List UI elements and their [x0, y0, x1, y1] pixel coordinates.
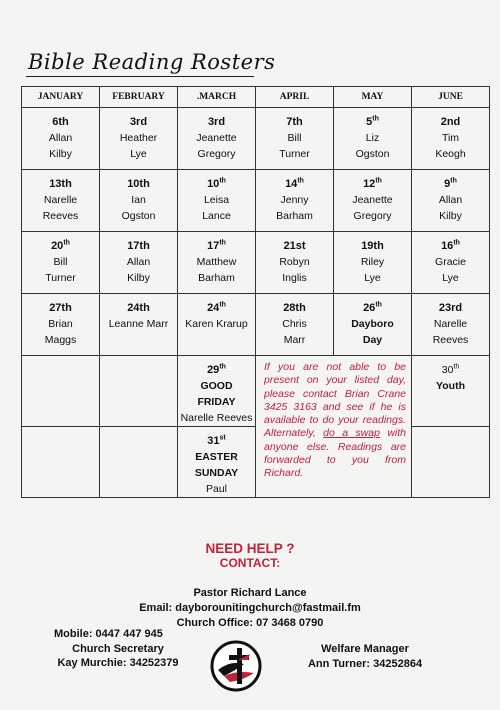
secretary-name: Kay Murchie: 34252379 — [57, 657, 179, 669]
roster-cell — [100, 170, 178, 232]
cell-name-first: Tim — [441, 132, 460, 144]
cell-name-first: Brian — [48, 318, 73, 330]
cell-name-last: Gregory — [197, 148, 236, 160]
cell-name-last: Day — [362, 334, 383, 346]
month-header: JANUARY — [22, 87, 100, 108]
cell-event: Youth — [436, 380, 465, 392]
roster-row — [22, 232, 490, 294]
roster-cell-empty — [100, 427, 178, 498]
need-help-heading: NEED HELP ? — [205, 541, 295, 556]
roster-cell — [100, 294, 178, 356]
swap-text: do a swap — [323, 427, 380, 440]
cell-name-first: Matthew — [196, 256, 237, 268]
roster-cell — [178, 108, 256, 170]
cell-date: 10th — [207, 177, 226, 190]
cell-name-first: Allan — [438, 194, 463, 206]
pastor-contact — [0, 586, 500, 631]
cell-date: 10th — [127, 178, 150, 190]
cell-event: GOOD — [200, 380, 233, 392]
uniting-church-logo-icon — [210, 640, 262, 692]
cell-name-first: Allan — [48, 132, 73, 144]
cell-name-last: Reeves — [42, 210, 79, 222]
cell-name-last: Ogston — [121, 210, 156, 222]
cell-event: FRIDAY — [197, 396, 236, 408]
cell-date: 7th — [286, 116, 303, 128]
cell-name-last: Lance — [202, 210, 231, 222]
roster-cell — [22, 170, 100, 232]
cell-name-first: Leisa — [203, 194, 230, 206]
cell-name-last: Barham — [198, 272, 235, 284]
welfare-role: Welfare Manager — [321, 643, 409, 655]
cell-name-first: Robyn — [279, 256, 310, 268]
title-underline — [26, 76, 254, 77]
cell-name-last: Keogh — [435, 148, 466, 160]
cell-date: 28th — [283, 302, 306, 314]
roster-cell — [22, 232, 100, 294]
cell-date: 13th — [49, 178, 72, 190]
cell-name-last: Marr — [283, 334, 306, 346]
cell-name-first: Chris — [282, 318, 307, 330]
roster-row — [22, 108, 490, 170]
roster-cell-empty — [22, 356, 100, 427]
mobile-number: Mobile: 0447 447 945 — [54, 628, 163, 640]
roster-cell — [100, 108, 178, 170]
secretary-contact — [52, 627, 184, 671]
cell-name-first: Narelle — [43, 194, 78, 206]
cell-date: 3rd — [129, 116, 148, 128]
roster-cell-empty — [100, 356, 178, 427]
cell-name: Narelle Reeves — [180, 412, 253, 424]
cell-date: 23rd — [438, 302, 463, 314]
roster-cell — [334, 232, 412, 294]
roster-cell — [178, 232, 256, 294]
cell-date: 12th — [363, 177, 382, 190]
cell-name-last: Kilby — [49, 148, 72, 160]
roster-cell — [178, 294, 256, 356]
month-header: APRIL — [256, 87, 334, 108]
cell-name-last: Kilby — [439, 210, 462, 222]
cell-date: 17th — [127, 240, 150, 252]
roster-cell — [178, 356, 256, 427]
cell-event: EASTER — [195, 451, 238, 463]
roster-cell — [22, 108, 100, 170]
cell-name-first: Narelle — [433, 318, 468, 330]
cell-date: 31st — [207, 434, 226, 447]
roster-cell — [22, 294, 100, 356]
cell-date: 16th — [441, 239, 460, 252]
cell-name-first: Bill — [287, 132, 302, 144]
notice-cell — [256, 356, 412, 498]
month-header: .MARCH — [178, 87, 256, 108]
contact-heading: CONTACT: — [219, 556, 281, 570]
cell-name-first: Bill — [53, 256, 68, 268]
roster-cell — [412, 356, 490, 427]
roster-row — [22, 356, 490, 427]
cell-date: 17th — [207, 239, 226, 252]
roster-cell — [334, 170, 412, 232]
roster-cell — [178, 170, 256, 232]
roster-cell — [256, 108, 334, 170]
pastor-name: Pastor Richard Lance — [193, 587, 307, 599]
cell-name-last: Inglis — [282, 272, 307, 284]
cell-name-last: Barham — [276, 210, 313, 222]
roster-cell — [412, 108, 490, 170]
cell-date: 14th — [285, 177, 304, 190]
cell-date: 6th — [52, 116, 69, 128]
cell-date: 21st — [283, 240, 306, 252]
notice-text: If you are not able to be present on your listed day, please contact Brian Crane 3425 3163 and see if he is available to do your readings. Alternately, do a swap with anyone else. Readings are forwarded to you from Richard. — [264, 361, 407, 480]
welfare-contact — [290, 642, 440, 671]
pastor-email: Email: dayborounitingchurch@fastmail.fm — [139, 602, 361, 614]
roster-cell — [256, 170, 334, 232]
roster-cell — [178, 427, 256, 498]
secretary-role: Church Secretary — [72, 642, 164, 655]
cell-name-first: Jenny — [280, 194, 309, 206]
cell-date: 24th — [127, 302, 150, 314]
cell-name-last: Lye — [130, 148, 147, 160]
cell-name-first: Leanne Marr — [108, 318, 169, 330]
cell-date: 9th — [444, 177, 457, 190]
cell-name-first: Karen Krarup — [185, 318, 248, 330]
cell-date: 24th — [207, 301, 226, 314]
cell-name-first: Gracie — [435, 256, 466, 268]
cell-date: 30th — [441, 363, 460, 376]
cell-name-first: Jeanette — [196, 132, 237, 144]
roster-cell — [334, 294, 412, 356]
cell-date: 3rd — [207, 116, 226, 128]
cell-name-last: Kilby — [127, 272, 150, 284]
roster-cell — [256, 294, 334, 356]
roster-row — [22, 170, 490, 232]
cell-name-last: Turner — [279, 148, 310, 160]
roster-cell — [256, 232, 334, 294]
cell-name-last: Maggs — [44, 334, 77, 346]
roster-cell — [100, 232, 178, 294]
roster-row — [22, 294, 490, 356]
month-header: FEBRUARY — [100, 87, 178, 108]
cell-name-first: Allan — [126, 256, 151, 268]
roster-cell-empty — [22, 427, 100, 498]
cell-name-last: Turner — [45, 272, 76, 284]
cell-name-last: Ogston — [355, 148, 390, 160]
cell-name-first: Jeanette — [352, 194, 393, 206]
page-title: Bible Reading Rosters — [28, 50, 276, 74]
roster-cell — [334, 108, 412, 170]
cell-date: 26th — [363, 301, 382, 314]
month-header: MAY — [334, 87, 412, 108]
cell-name-last: Lye — [442, 272, 459, 284]
cell-date: 29th — [207, 363, 226, 376]
cell-event: SUNDAY — [194, 467, 239, 479]
month-header: JUNE — [412, 87, 490, 108]
cell-name-first: Riley — [360, 256, 385, 268]
month-header-row — [22, 87, 490, 108]
cell-date: 2nd — [440, 116, 461, 128]
roster-cell — [412, 294, 490, 356]
cell-date: 20th — [51, 239, 70, 252]
cell-name-last: Lye — [364, 272, 381, 284]
church-office-phone: Church Office: 07 3468 0790 — [176, 617, 324, 629]
roster-cell — [412, 170, 490, 232]
cell-name-first: Dayboro — [351, 318, 394, 330]
cell-name-last: Reeves — [432, 334, 469, 346]
roster-cell-empty — [412, 427, 490, 498]
roster-cell — [412, 232, 490, 294]
cell-name-first: Liz — [365, 132, 380, 144]
cell-date: 19th — [361, 240, 384, 252]
welfare-name: Ann Turner: 34252864 — [307, 657, 423, 670]
cell-name-last: Gregory — [353, 210, 392, 222]
cell-name-first: Heather — [119, 132, 158, 144]
cell-name: Paul — [205, 483, 227, 495]
cell-date: 27th — [49, 302, 72, 314]
cell-name-first: Ian — [131, 194, 146, 206]
cell-date: 5th — [366, 115, 379, 128]
roster-table — [21, 86, 490, 498]
